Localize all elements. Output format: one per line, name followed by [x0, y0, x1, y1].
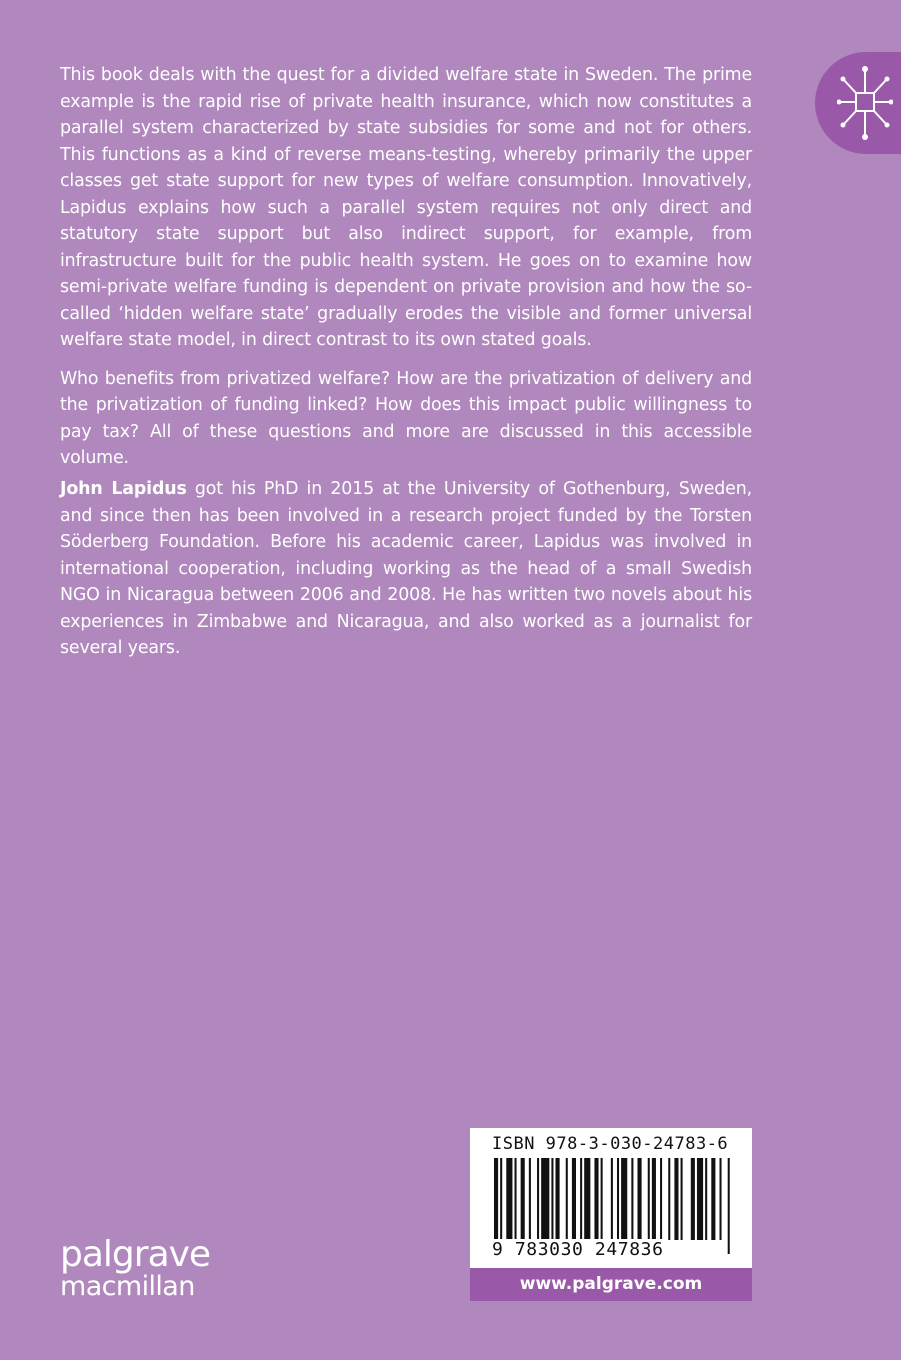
barcode-bar — [617, 1158, 619, 1240]
barcode-bar — [631, 1158, 633, 1240]
barcode-bar — [506, 1158, 512, 1240]
author-bio — [60, 476, 752, 662]
barcode-bar — [705, 1158, 707, 1240]
barcode-bar — [652, 1158, 656, 1240]
book-description — [60, 62, 752, 484]
barcode-bar — [584, 1158, 590, 1240]
barcode-bar — [691, 1158, 695, 1240]
isbn-label: ISBN 978-3-030-24783-6 — [492, 1134, 729, 1154]
publisher-url: www.palgrave.com — [519, 1274, 703, 1294]
barcode-bar — [638, 1158, 642, 1240]
barcode-bar — [681, 1158, 683, 1240]
barcode-panel — [470, 1128, 752, 1268]
barcode-bar — [697, 1158, 703, 1240]
barcode-bar — [621, 1158, 627, 1240]
barcode-bar — [566, 1158, 568, 1240]
barcode-bar — [515, 1158, 517, 1240]
author-bio-text: got his PhD in 2015 at the University of Gothenburg, Sweden, and since then has been involved in a research project funded by the Torsten Söderberg Foundation. Before his academic career, Lapidus was involved in international cooperation, including working as the head of a small Swedish NGO in Nicaragua between 2006 and 2008. He has written two novels about his experiences in Zimbabwe and Nicaragua, and also worked as a journalist for several years. — [60, 479, 752, 658]
barcode-bar — [660, 1158, 662, 1240]
barcode-bar — [556, 1158, 560, 1240]
palgrave-constellation-icon — [837, 65, 893, 141]
barcode-bar — [648, 1158, 650, 1240]
barcode-bar — [551, 1158, 553, 1240]
barcode-bar — [541, 1158, 549, 1240]
barcode-bar — [580, 1158, 582, 1240]
barcode-bar — [720, 1158, 722, 1240]
author-name: John Lapidus — [60, 479, 187, 499]
barcode-bar — [668, 1158, 670, 1240]
barcode-bar — [572, 1158, 576, 1240]
barcode-bar — [711, 1158, 715, 1240]
barcode-bar — [529, 1158, 531, 1240]
publisher-wordmark — [60, 1234, 211, 1302]
barcode-bar — [601, 1158, 603, 1240]
description-paragraph-1: This book deals with the quest for a divided welfare state in Sweden. The prime example is the rapid rise of private health insurance, which now constitutes a parallel system characterized by state subsidies for some and not for others. This functions as a kind of reverse means-testing, whereby primarily the upper classes get state support for new types of welfare consumption. Innovatively, Lapidus explains how such a parallel system requires not only direct and statutory state support but also indirect support, for example, from infrastructure built for the public health system. He goes on to examine how semi-private welfare funding is dependent on private provision and how the so-called ‘hidden welfare state’ gradually erodes the visible and former universal welfare state model, in direct contrast to its own stated goals. — [60, 65, 752, 350]
barcode-bar — [537, 1158, 539, 1240]
barcode-bar — [521, 1158, 525, 1240]
author-bio-paragraph — [60, 476, 752, 662]
publisher-logo-tab — [815, 52, 901, 154]
barcode-digits: 9 783030 247836 — [492, 1239, 664, 1260]
barcode-bar — [594, 1158, 598, 1240]
barcode-bar — [674, 1158, 678, 1240]
description-paragraph-2: Who benefits from privatized welfare? How are the privatization of delivery and the privatization of funding linked? How does this impact public willingness to pay tax? All of these questions and more are discussed in this accessible volume. — [60, 368, 752, 468]
wordmark-palgrave: palgrave — [60, 1234, 211, 1275]
barcode-bar — [728, 1158, 730, 1254]
wordmark-macmillan: macmillan — [60, 1271, 195, 1302]
publisher-url-bar — [470, 1268, 752, 1301]
